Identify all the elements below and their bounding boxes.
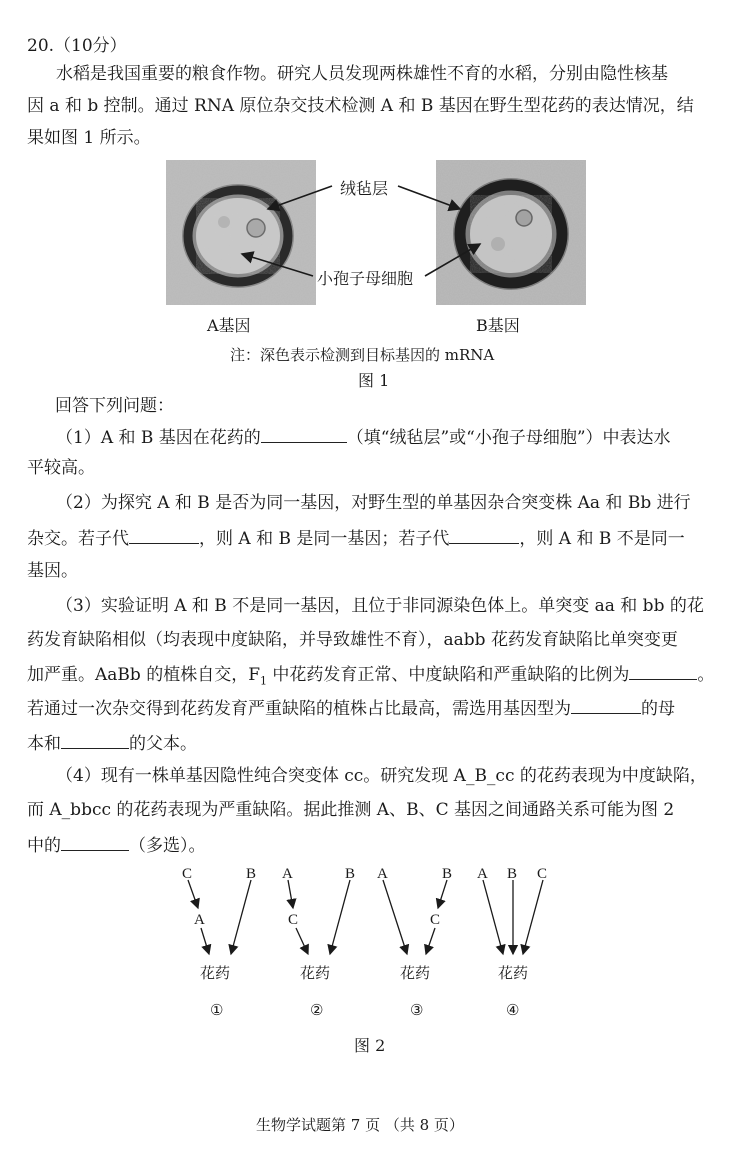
fig2-opt1-num: ① <box>210 1003 224 1019</box>
q4-line-3: 中的 （多选）。 <box>27 832 206 858</box>
fig2-opt3-target: 花药 <box>400 966 431 982</box>
fig2-opt4-top-0: A <box>477 866 488 882</box>
q3-answer-blank-3[interactable] <box>61 730 129 749</box>
q2-line-2: 杂交。若子代 ，则 A 和 B 是同一基因；若子代 ，则 A 和 B 不是同一 <box>27 525 685 551</box>
intro-line-1: 水稻是我国重要的粮食作物。研究人员发现两株雄性不育的水稻，分别由隐性核基 <box>56 64 668 84</box>
q1-line-2: 平较高。 <box>27 458 95 478</box>
fig2-opt4-target: 花药 <box>498 966 529 982</box>
caption-a-gene: A基因 <box>207 316 251 335</box>
fig2-opt1-top-0: C <box>182 866 193 882</box>
fig2-opt4-num: ④ <box>506 1003 520 1019</box>
q2-answer-blank-1[interactable] <box>129 525 199 544</box>
figure1-note: 注：深色表示检测到目标基因的 mRNA <box>230 346 495 364</box>
q1-answer-blank[interactable] <box>261 424 347 443</box>
fig2-opt1-target: 花药 <box>200 966 231 982</box>
question-number: 20.（10分） <box>27 36 127 56</box>
fig2-opt3-mid: C <box>430 912 441 928</box>
figure2-title: 图 2 <box>354 1036 386 1055</box>
fig2-opt4-top-2: C <box>537 866 548 882</box>
fig2-opt1-mid: A <box>194 912 205 928</box>
label-microspore-mother-cell: 小孢子母细胞 <box>317 269 414 288</box>
q2-answer-blank-2[interactable] <box>449 525 519 544</box>
q3-line-4: 若通过一次杂交得到花药发育严重缺陷的植株占比最高，需选用基因型为 的母 <box>27 695 675 721</box>
fig2-opt2-top-0: A <box>282 866 293 882</box>
fig2-opt3-num: ③ <box>410 1003 424 1019</box>
label-tapetum: 绒毡层 <box>340 179 389 198</box>
intro-line-3: 果如图 1 所示。 <box>27 128 151 148</box>
q2-line-1: （2）为探究 A 和 B 是否为同一基因，对野生型的单基因杂合突变株 Aa 和 Bb 进行 <box>56 493 691 513</box>
figure1-title: 图 1 <box>358 371 390 390</box>
figure2-pathways <box>0 860 743 1030</box>
q3-answer-blank-2[interactable] <box>571 695 641 714</box>
intro-line-2: 因 a 和 b 控制。通过 RNA 原位杂交技术检测 A 和 B 基因在野生型花药的表达情况，结 <box>27 96 694 116</box>
q4-line-1: （4）现有一株单基因隐性纯合突变体 cc。研究发现 A_B_cc 的花药表现为中度缺陷， <box>56 766 707 786</box>
fig2-opt2-target: 花药 <box>300 966 331 982</box>
fig2-opt3-top-1: B <box>442 866 453 882</box>
prompt-text: 回答下列问题： <box>55 396 174 416</box>
fig2-opt1-top-1: B <box>246 866 257 882</box>
q2-line-3: 基因。 <box>27 561 78 581</box>
q3-line-3: 加严重。AaBb 的植株自交，$F_1$ 中花药发育正常、中度缺陷和严重缺陷的比例为 。 <box>27 661 714 693</box>
fig2-opt2-mid: C <box>288 912 299 928</box>
figure1-pointer-arrows <box>0 0 743 400</box>
q4-answer-blank[interactable] <box>61 832 129 851</box>
fig2-opt2-num: ② <box>310 1003 324 1019</box>
fig2-opt3-top-0: A <box>377 866 388 882</box>
q3-answer-blank-1[interactable] <box>629 661 697 680</box>
page-footer: 生物学试题第 7 页 （共 8 页） <box>256 1116 464 1134</box>
fig2-opt4-top-1: B <box>507 866 518 882</box>
q4-line-2: 而 A_bbcc 的花药表现为严重缺陷。据此推测 A、B、C 基因之间通路关系可能为图 2 <box>27 800 675 820</box>
caption-b-gene: B基因 <box>476 316 520 335</box>
q3-line-1: （3）实验证明 A 和 B 不是同一基因，且位于非同源染色体上。单突变 aa 和 bb 的花 <box>56 596 704 616</box>
q3-line-2: 药发育缺陷相似（均表现中度缺陷，并导致雄性不育），aabb 花药发育缺陷比单突变更 <box>27 630 678 650</box>
q1-line-1: （1）A 和 B 基因在花药的 （填“绒毡层”或“小孢子母细胞”）中表达水 <box>56 424 671 450</box>
fig2-opt2-top-1: B <box>345 866 356 882</box>
q3-line-5: 本和 的父本。 <box>27 730 197 756</box>
